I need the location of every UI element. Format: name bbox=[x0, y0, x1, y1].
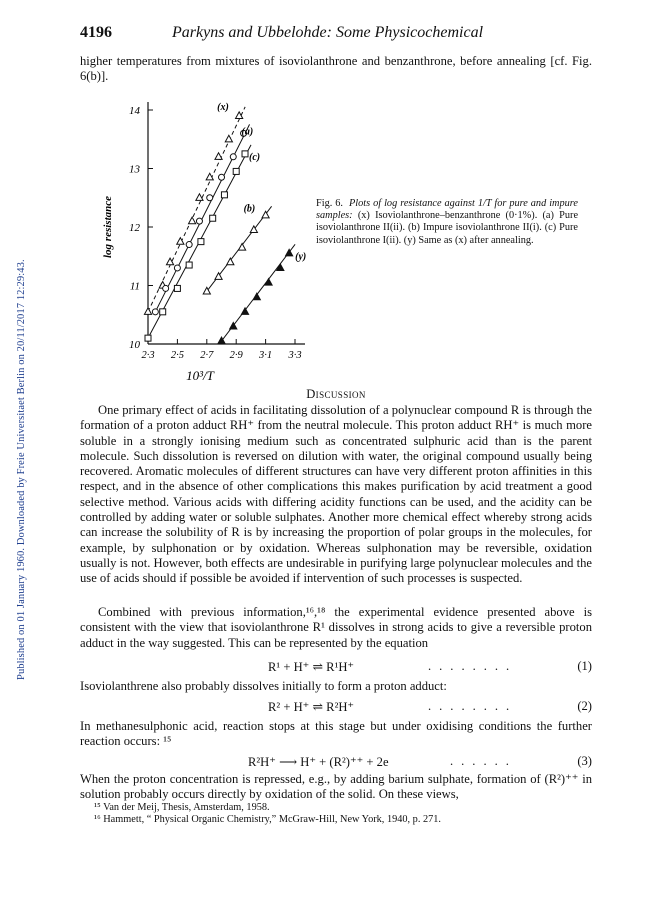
data-point bbox=[262, 211, 269, 218]
data-point bbox=[174, 265, 180, 271]
data-point bbox=[174, 285, 180, 291]
footnote-15: ¹⁵ Van der Meij, Thesis, Amsterdam, 1958. bbox=[94, 802, 270, 813]
equation-3-number: (3) bbox=[577, 754, 592, 768]
curve-label: (b) bbox=[243, 203, 256, 215]
equation-2-leader: ........ bbox=[428, 699, 518, 713]
equation-3-expression: R²H⁺ ⟶ H⁺ + (R²)⁺⁺ + 2e bbox=[248, 755, 389, 769]
data-point bbox=[221, 192, 227, 198]
footnotes bbox=[94, 802, 594, 826]
download-notice-text: Published on 01 January 1960. Downloaded by Freie Universitaet Berlin on 20/11/2017 12:29:43. bbox=[16, 259, 27, 680]
data-point bbox=[189, 217, 196, 224]
y-tick-label: 13 bbox=[129, 163, 140, 176]
page-header bbox=[80, 24, 600, 46]
data-point bbox=[144, 308, 151, 315]
figure-6-plot bbox=[100, 82, 315, 382]
equation-1-leader: ........ bbox=[428, 659, 518, 673]
running-title: Parkyns and Ubbelohde: Some Physicochemical bbox=[172, 24, 484, 41]
equation-1 bbox=[80, 659, 592, 675]
x-tick-label: 3·1 bbox=[259, 350, 273, 361]
caption-body: (x) Isoviolanthrone–benzanthrone (0·1%). (a) Pure isoviolanthrone II(ii). (b) Impure isoviolanthrone II(i). (c) Pure isoviolanthrone I(ii). (y) Same as (x) after annealing. bbox=[316, 210, 579, 246]
data-point bbox=[253, 293, 260, 300]
data-point bbox=[233, 168, 239, 174]
discussion-paragraph-1: One primary effect of acids in facilitating dissolution of a polynuclear compound R is through the formation of a proton adduct RH⁺ from the neutral molecule. This proton adduct RH⁺ is much more soluble in a strongly ionising medium such as concentrated sulphuric acid than is the parent molecule. Such dissolution is reversed on dilution with water, the original compound usually being recovered. Aromatic molecules of different structures can have very different proton affinities in this respect, and in the absence of other complications this makes purification by acid treatment a good selective method. Various acids with differing acidity functions can be used, and the acidity can be controlled by adding water or soluble sulphates. Another more chemical effect whereby strong acids can increase the solubility of R is by increasing the proportion of polar groups in the molecules, for example, by sulphonation or by oxidation. Whereas sulphonation may be reversible, oxidation usually is not. However, both effects are undesirable in purifying large polynuclear molecules and the use of acids should if possible be avoided if intervention of such processes is suspected. bbox=[80, 403, 592, 586]
series-line bbox=[155, 124, 249, 311]
y-tick-label: 14 bbox=[129, 105, 140, 117]
figure-6 bbox=[100, 82, 315, 382]
methanesulphonic-sentence: In methanesulphonic acid, reaction stops at this stage but under oxidising conditions the further reaction occurs: ¹⁵ bbox=[80, 719, 592, 749]
x-tick-label: 2·3 bbox=[141, 350, 155, 361]
data-point bbox=[210, 215, 216, 221]
data-point bbox=[225, 135, 232, 142]
x-axis-label: 10³/T bbox=[186, 368, 214, 382]
caption-label: Fig. 6. bbox=[316, 198, 344, 209]
data-point bbox=[160, 309, 166, 315]
footnote-16: ¹⁶ Hammett, “ Physical Organic Chemistry,” McGraw-Hill, New York, 1940, p. 271. bbox=[94, 814, 441, 825]
data-point bbox=[230, 154, 236, 160]
curve-label: (a) bbox=[241, 126, 254, 138]
y-tick-label: 11 bbox=[129, 280, 140, 293]
data-point bbox=[163, 285, 169, 291]
equation-2-number: (2) bbox=[577, 699, 592, 713]
data-point bbox=[215, 153, 222, 160]
discussion-paragraph-2: Combined with previous information,¹⁶,¹⁸ the experimental evidence presented above is consistent with the view that isoviolanthrone R¹ dissolves in strong acids to give a reversible proton adduct in the way suggested. This can be represented by the equation bbox=[80, 605, 592, 650]
x-tick-label: 2·7 bbox=[200, 350, 214, 361]
y-axis-label: log resistance bbox=[102, 195, 114, 259]
data-point bbox=[227, 258, 234, 265]
equation-1-expression: R¹ + H⁺ ⇌ R¹H⁺ bbox=[268, 660, 355, 674]
y-tick-label: 10 bbox=[129, 339, 140, 351]
curve-label: (y) bbox=[295, 251, 307, 263]
data-point bbox=[238, 243, 245, 250]
data-point bbox=[242, 151, 248, 157]
data-point bbox=[215, 273, 222, 280]
data-point bbox=[219, 174, 225, 180]
equation-1-number: (1) bbox=[577, 659, 592, 673]
curve-label: (x) bbox=[217, 101, 229, 113]
data-point bbox=[186, 262, 192, 268]
equation-3-leader: ...... bbox=[450, 754, 517, 768]
equation-2 bbox=[80, 699, 592, 715]
x-tick-label: 3·3 bbox=[288, 350, 302, 361]
caption-title: Plots of log resistance against 1/T for pure and impure samples: bbox=[316, 198, 578, 222]
intro-paragraph: higher temperatures from mixtures of isoviolanthrone and benzanthrone, before annealing [cf. Fig. 6(b)]. bbox=[80, 54, 592, 84]
data-point bbox=[145, 335, 151, 341]
x-tick-label: 2·5 bbox=[170, 350, 184, 361]
figure-caption bbox=[316, 198, 578, 247]
data-point bbox=[207, 195, 213, 201]
curve-label: (c) bbox=[249, 151, 261, 163]
equation-2-expression: R² + H⁺ ⇌ R²H⁺ bbox=[268, 700, 355, 714]
data-point bbox=[286, 249, 293, 256]
page-number: 4196 bbox=[80, 24, 112, 41]
data-point bbox=[177, 238, 184, 245]
equation-3 bbox=[80, 754, 592, 770]
data-point bbox=[196, 218, 202, 224]
y-tick-label: 12 bbox=[129, 222, 140, 234]
closing-paragraph: When the proton concentration is repressed, e.g., by adding barium sulphate, formation of (R²)⁺⁺ in solution probably occurs directly by oxidation of the solid. On these views, bbox=[80, 772, 592, 802]
discussion-heading: Discussion bbox=[306, 387, 366, 401]
data-point bbox=[186, 242, 192, 248]
isoviolanthrene-sentence: Isoviolanthrene also probably dissolves initially to form a proton adduct: bbox=[80, 679, 447, 693]
data-point bbox=[198, 239, 204, 245]
data-point bbox=[230, 322, 237, 329]
data-point bbox=[152, 309, 158, 315]
download-notice bbox=[4, 120, 27, 680]
x-tick-label: 2·9 bbox=[229, 350, 243, 361]
data-point bbox=[241, 308, 248, 315]
